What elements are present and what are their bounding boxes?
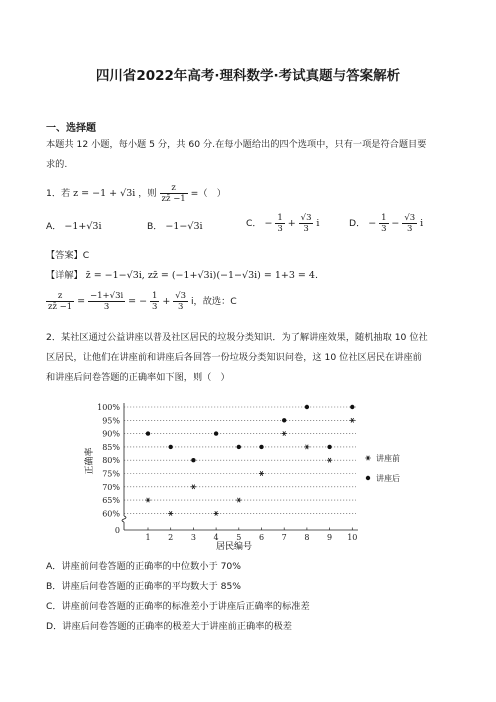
q2-option-a: A．讲座前问卷答题的正确率的中位数小于 70% [46, 561, 242, 572]
q2-stem-line-1: 2．某社区通过公益讲座以普及社区居民的垃圾分类知识．为了解讲座效果，随机抽取 10 位社 [46, 332, 428, 343]
q1-fraction-den: zz̄ −1 [161, 194, 186, 204]
q1-fraction-num: z [160, 183, 188, 194]
q1-option-c-tail: i [316, 218, 320, 229]
q1-stem-mid: ，则 [138, 188, 157, 199]
after-lecture-point [327, 445, 331, 449]
q1-option-d-frac1 [379, 213, 388, 234]
q1-line2-frac3-den: 3 [152, 302, 158, 312]
y-tick-label: 90% [102, 429, 120, 439]
q1-option-a-label: A． [46, 221, 62, 232]
q1-line2-tail: i，故选：C [191, 296, 237, 307]
q1-option-d-frac1-num: 1 [381, 213, 387, 223]
q1-option-d-label: D． [349, 218, 366, 229]
after-lecture-point [214, 431, 218, 435]
q1-option-c-frac1-den: 3 [277, 224, 283, 234]
chart-y-ticks [97, 403, 120, 535]
q1-line2-eq2: = − [128, 296, 148, 307]
q1-stem-suffix: =（ ） [190, 188, 226, 199]
q1-option-d-frac2-den: 3 [407, 224, 413, 234]
q2-stem-line-2: 区居民，让他们在讲座前和讲座后各回答一份垃圾分类知识问卷，这 10 位社区居民在讲座前 [46, 352, 422, 363]
after-lecture-point [350, 405, 354, 409]
x-tick-label: 8 [304, 533, 310, 542]
q1-option-c-frac1 [275, 213, 284, 234]
q1-detail [46, 268, 318, 283]
after-lecture-point [282, 418, 286, 422]
y-axis-label: 正确率 [85, 447, 95, 475]
legend-label-after: 讲座后 [376, 474, 400, 483]
q1-option-b [147, 219, 203, 234]
q1-option-d-sign: − [368, 218, 377, 229]
x-axis-label: 居民编号 [215, 542, 253, 552]
q2-stem-line-3: 和讲座后问卷答题的正确率如下图，则（ ） [46, 372, 230, 383]
q1-line2-frac2-den: 3 [103, 302, 110, 312]
x-tick-label: 4 [213, 533, 219, 542]
y-tick-label: 0 [114, 526, 120, 535]
q1-line2-frac4 [173, 291, 188, 312]
q1-option-d-minus: − [391, 218, 400, 229]
q1-detail-expression: z̄ = −1−√3i, zz̄ = (−1+√3i)(−1−√3i) = 1+3 = 4. [85, 270, 318, 281]
y-tick-label: 85% [102, 442, 120, 452]
q2-option-c: C．讲座前问卷答题的正确率的标准差小于讲座后正确率的标准差 [46, 601, 310, 612]
q1-fraction [160, 183, 188, 204]
x-tick-label: 6 [258, 533, 265, 542]
before-lecture-point [191, 485, 196, 490]
x-tick-label: 9 [327, 533, 333, 542]
q1-option-c-frac1-num: 1 [277, 213, 283, 223]
q1-stem [46, 183, 226, 204]
y-tick-label: 70% [102, 482, 120, 492]
q1-line2-frac4-den: 3 [177, 302, 184, 312]
x-tick-label: 5 [236, 533, 242, 542]
x-tick-label: 7 [281, 533, 287, 542]
q1-line2-frac2-num: −1+√3i [90, 291, 124, 301]
after-lecture-point [305, 405, 309, 409]
before-lecture-point [350, 418, 355, 423]
chart-legend [365, 453, 400, 483]
before-lecture-point [282, 431, 287, 436]
before-lecture-point [259, 471, 264, 476]
before-lecture-point [168, 511, 173, 516]
before-lecture-point [236, 498, 241, 503]
after-lecture-point [169, 445, 173, 449]
after-lecture-point [237, 445, 241, 449]
q1-line2-plus: + [162, 296, 171, 307]
y-tick-label: 80% [102, 456, 120, 466]
q1-line2-frac3-num: 1 [152, 291, 158, 301]
q1-option-d [349, 213, 423, 234]
q1-line2-frac2 [88, 291, 125, 312]
q1-option-b-label: B． [147, 221, 163, 232]
document-title: 四川省2022年高考·理科数学·考试真题与答案解析 [95, 68, 401, 84]
q1-line2-frac4-num: √3 [175, 291, 187, 301]
q1-detail-line2 [46, 291, 237, 312]
before-lecture-point [214, 511, 219, 516]
y-tick-label: 75% [102, 469, 120, 479]
x-tick-label: 3 [190, 533, 196, 542]
q2-option-d: D．讲座后问卷答题的正确率的极差大于讲座前正确率的极差 [46, 621, 292, 632]
x-tick-label: 1 [145, 533, 151, 542]
q1-z-expression: z = −1 + √3i [73, 188, 136, 199]
q1-option-c-label: C． [246, 218, 262, 229]
after-lecture-point [191, 458, 195, 462]
q1-option-c-frac2-den: 3 [303, 224, 309, 234]
q1-line2-frac3 [150, 291, 159, 312]
q1-option-a [46, 219, 102, 234]
axis-break [122, 516, 126, 522]
q1-option-d-frac2-num: √3 [404, 213, 416, 223]
scatter-chart [0, 395, 496, 555]
q1-option-c [246, 213, 319, 234]
section-heading: 一、选择题 [46, 123, 96, 134]
q1-option-b-value: −1−√3i [165, 221, 203, 232]
q1-option-c-frac2 [299, 213, 314, 234]
before-lecture-point [145, 498, 150, 503]
chart-grid [124, 407, 356, 513]
x-tick-label: 2 [168, 533, 174, 542]
y-tick-label: 65% [102, 496, 120, 506]
q1-option-a-value: −1+√3i [64, 221, 102, 232]
legend-marker-after [366, 476, 370, 480]
q1-option-d-tail: i [420, 218, 424, 229]
x-tick-label: 10 [347, 533, 358, 542]
before-lecture-point [327, 458, 332, 463]
q1-answer: 【答案】C [46, 250, 90, 261]
q1-detail-label: 【详解】 [46, 270, 83, 281]
after-lecture-point [259, 445, 263, 449]
q1-option-c-sign: − [264, 218, 273, 229]
before-lecture-point [304, 445, 309, 450]
legend-label-before: 讲座前 [376, 454, 400, 463]
after-lecture-point [146, 431, 150, 435]
q1-stem-prefix: 1．若 [46, 188, 71, 199]
q1-line2-eq1: = [77, 296, 86, 307]
q1-option-c-frac2-num: √3 [300, 213, 312, 223]
q2-option-b: B．讲座后问卷答题的正确率的平均数大于 85% [46, 581, 242, 592]
y-tick-label: 95% [102, 416, 120, 426]
q1-option-c-plus: + [287, 218, 296, 229]
q1-line2-frac1 [46, 291, 74, 312]
q1-option-d-frac1-den: 3 [381, 224, 387, 234]
intro-line-1: 本题共 12 小题，每小题 5 分，共 60 分.在每小题给出的四个选项中，只有一项是符合题目要 [46, 139, 427, 150]
chart-axes [122, 403, 358, 530]
intro-line-2: 求的. [46, 159, 68, 170]
q1-line2-frac1-den: zz̄ −1 [48, 302, 73, 312]
y-tick-label: 100% [97, 403, 120, 412]
y-tick-label: 60% [102, 509, 120, 519]
q1-line2-frac1-num: z [46, 291, 74, 302]
q1-option-d-frac2 [402, 213, 417, 234]
legend-marker-before [365, 456, 370, 461]
